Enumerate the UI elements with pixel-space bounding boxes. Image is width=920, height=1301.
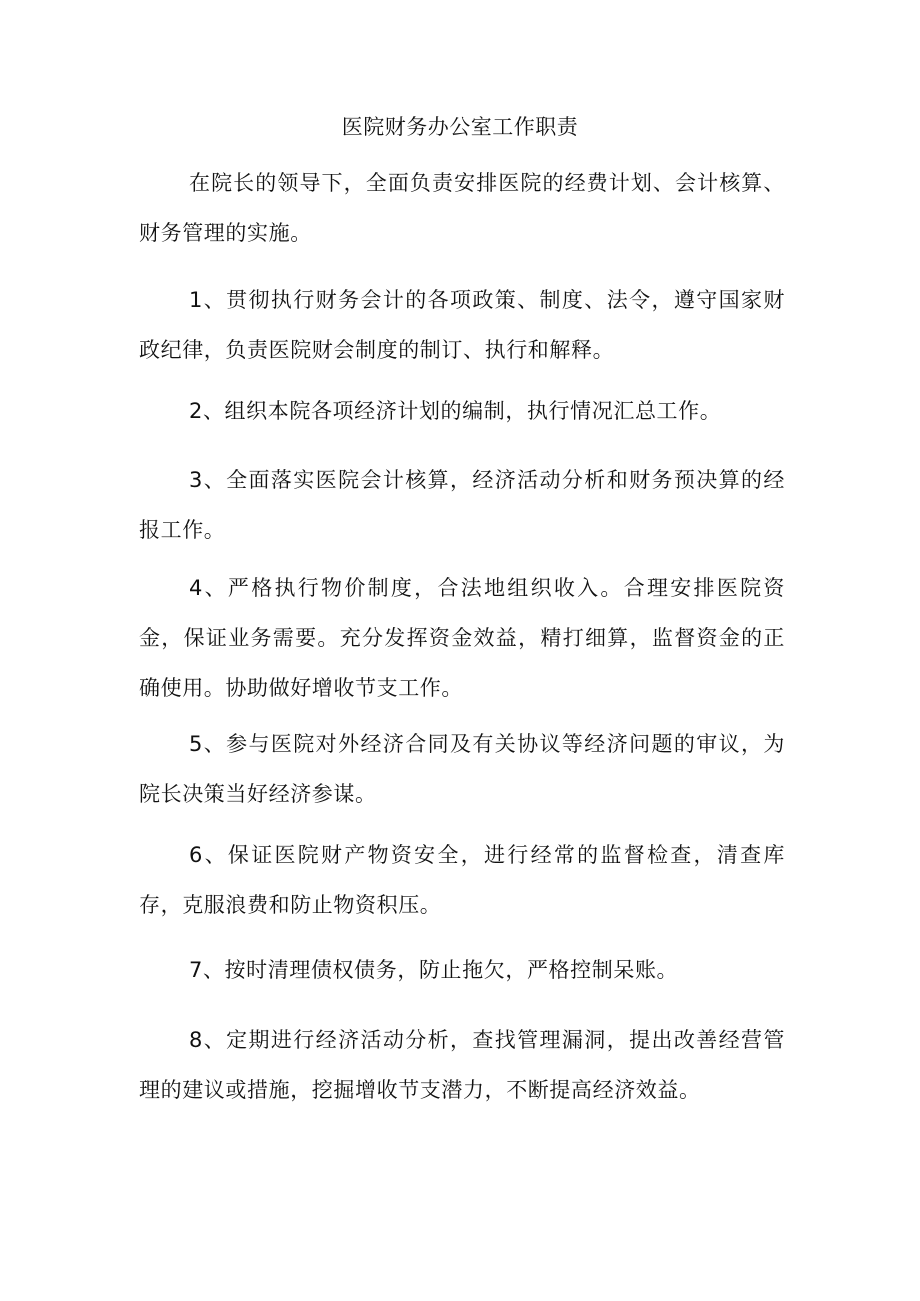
duty-item-3: 3、全面落实医院会计核算，经济活动分析和财务预决算的经报工作。 — [139, 468, 785, 542]
duty-item-2: 2、组织本院各项经济计划的编制，执行情况汇总工作。 — [189, 399, 722, 423]
duty-item-6: 6、保证医院财产物资安全，进行经常的监督检查，清查库存，克服浪费和防止物资积压。 — [139, 843, 785, 917]
document-title: 医院财务办公室工作职责 — [341, 115, 579, 139]
duty-item-7: 7、按时清理债权债务，防止拖欠，严格控制呆账。 — [189, 958, 679, 982]
intro-paragraph: 在院长的领导下，全面负责安排医院的经费计划、会计核算、财务管理的实施。 — [139, 171, 785, 245]
duty-item-4: 4、严格执行物价制度，合法地组织收入。合理安排医院资金，保证业务需要。充分发挥资金效益，精打细算，监督资金的正确使用。协助做好增收节支工作。 — [139, 576, 785, 700]
duty-item-1: 1、贯彻执行财务会计的各项政策、制度、法令，遵守国家财政纪律，负责医院财会制度的制订、执行和解释。 — [139, 288, 785, 362]
duty-item-5: 5、参与医院对外经济合同及有关协议等经济问题的审议，为院长决策当好经济参谋。 — [139, 732, 785, 806]
duty-item-8: 8、定期进行经济活动分析，查找管理漏洞，提出改善经营管理的建议或措施，挖掘增收节支潜力，不断提高经济效益。 — [139, 1028, 785, 1102]
